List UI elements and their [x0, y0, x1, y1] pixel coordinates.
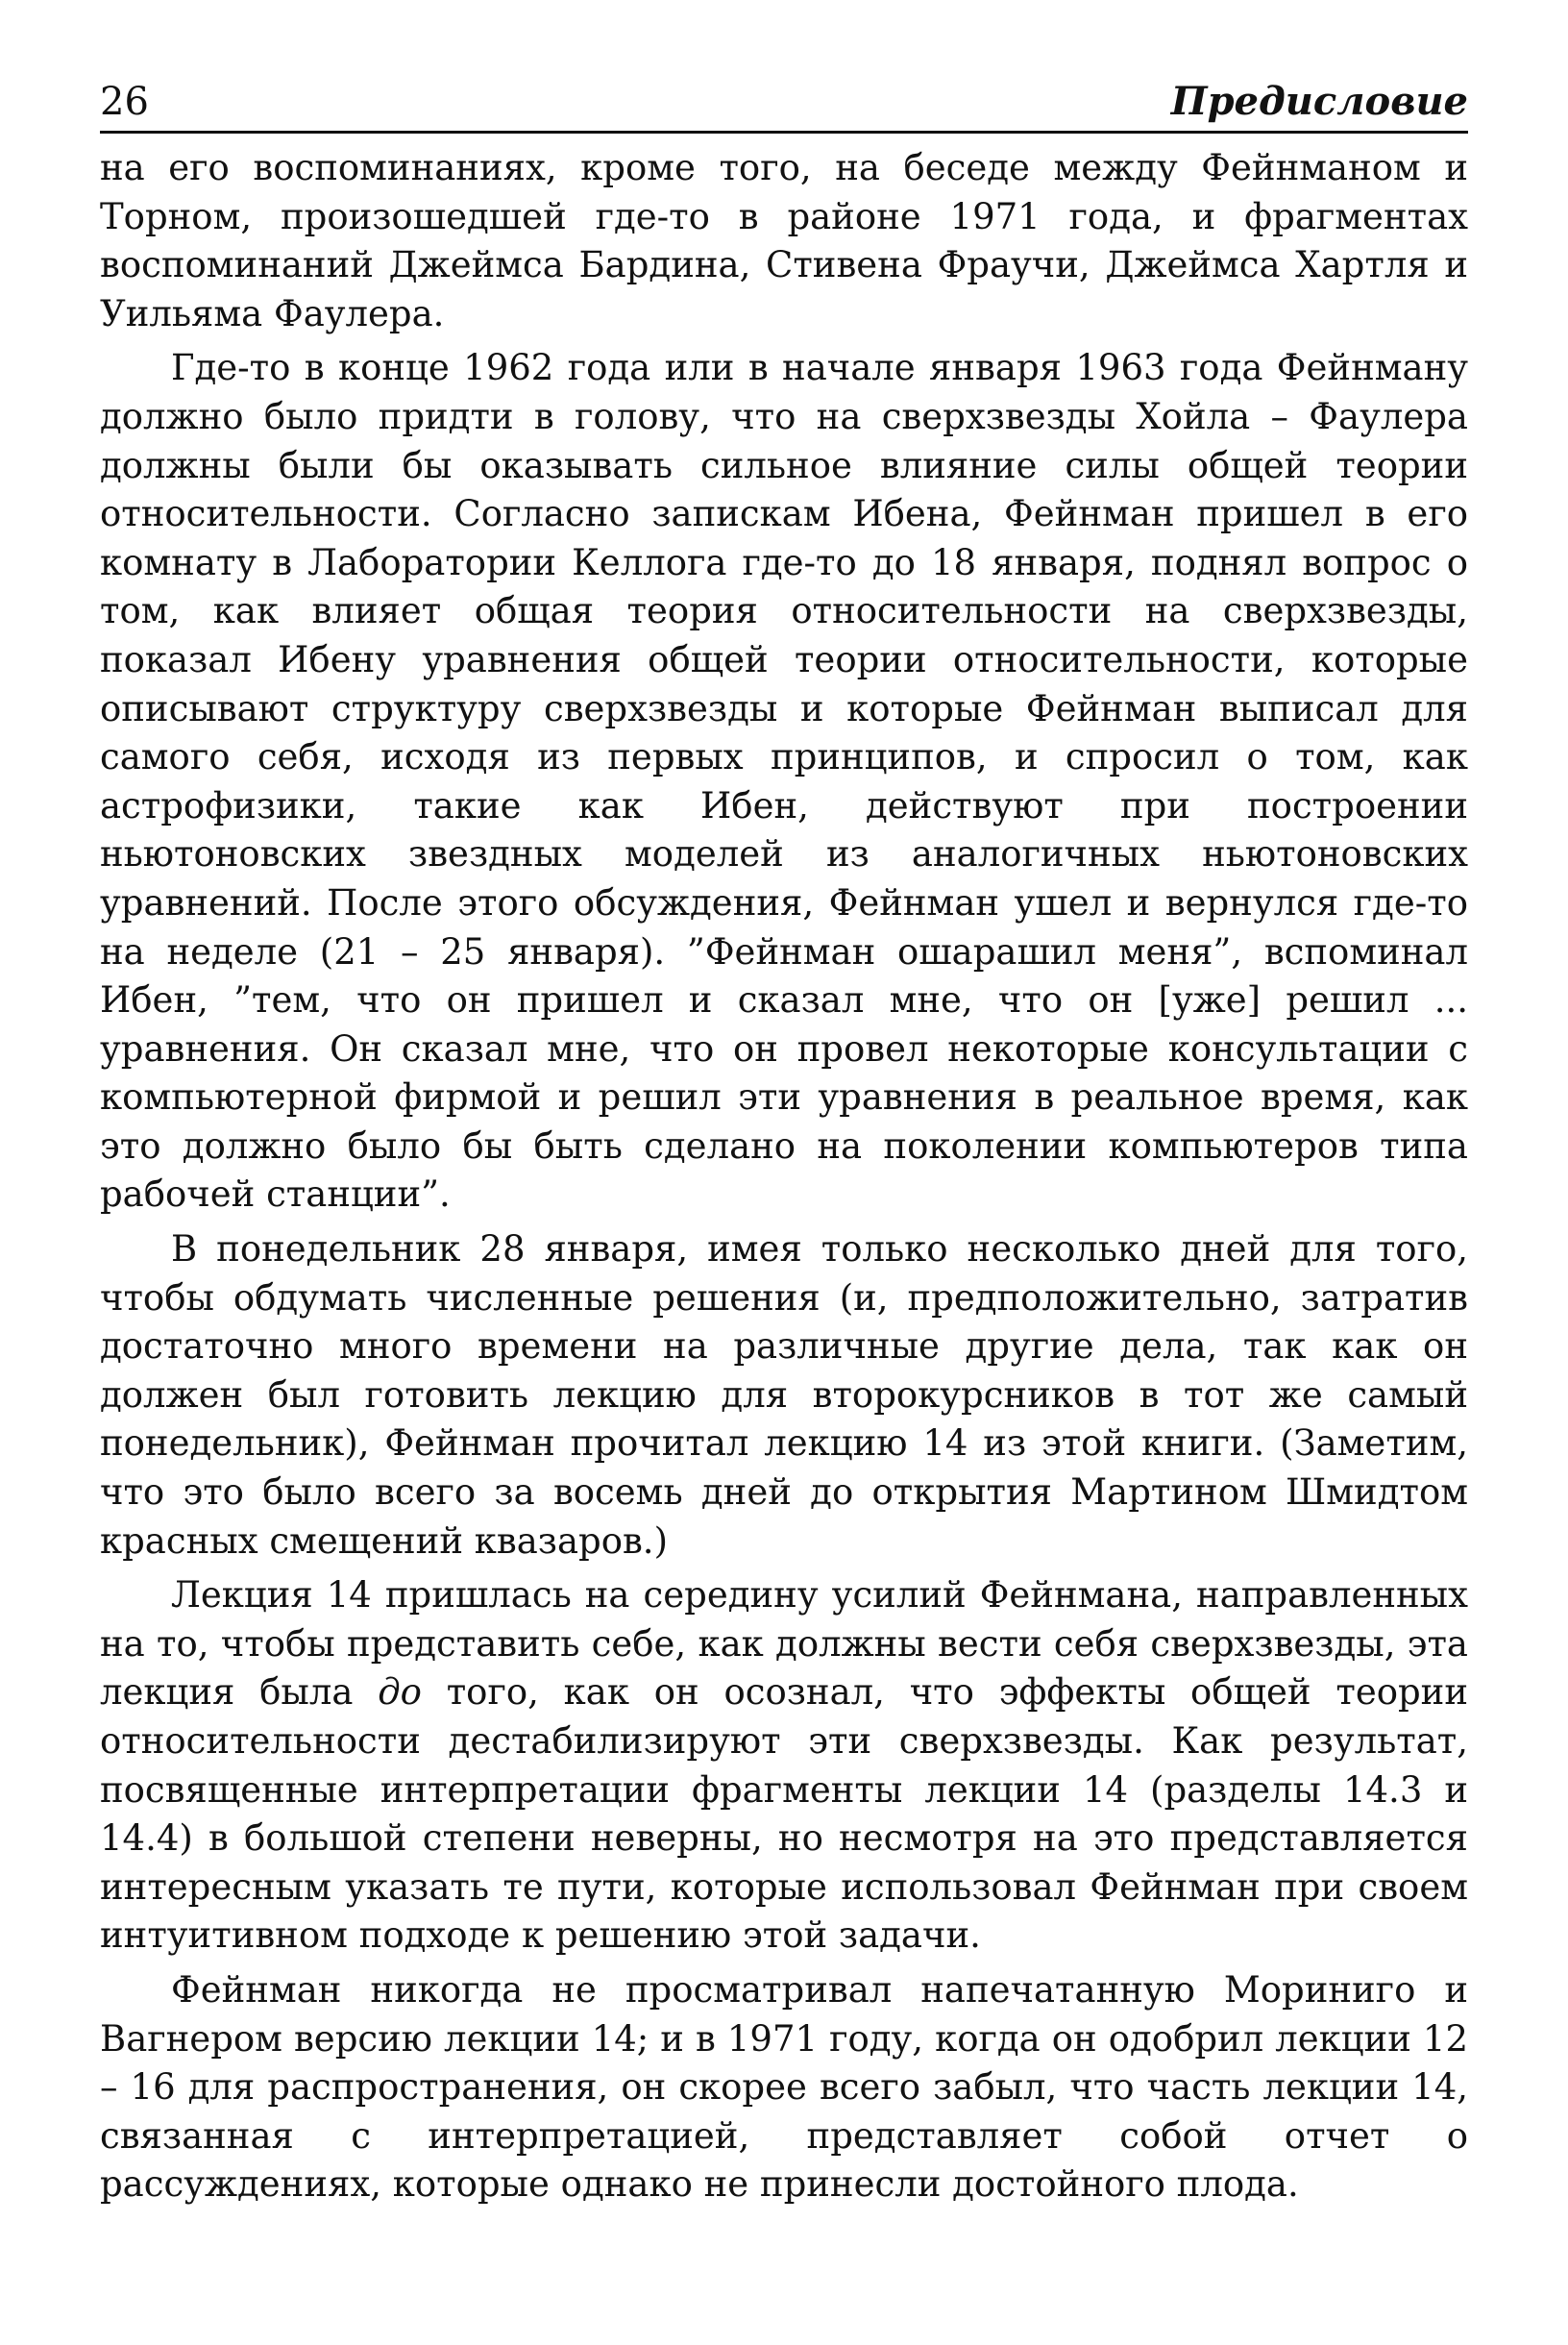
page-number: 26	[100, 80, 149, 124]
paragraph-lecture-date: В понедельник 28 января, имея только несколько дней для того, чтобы обдумать численные решения (и, предположительно, затратив достаточно много времени на различные другие дела, так как он должен был готовить лекцию для второкурсников в тот же самый понедельник), Фейнман прочитал лекцию 14 из этой книги. (Заметим, что это было всего за восемь дней до открытия Мартином Шмидтом красных смещений квазаров.)	[100, 1228, 1468, 1562]
paragraph-iben-recollection: Где-то в конце 1962 года или в начале января 1963 года Фейнману должно было придти в голову, что на сверхзвезды Хойла – Фаулера должны были бы оказывать сильное влияние силы общей теории относительности. Согласно запискам Ибена, Фейнман пришел в его комнату в Лаборатории Келлога где-то до 18 января, поднял вопрос о том, как влияет общая теория относительности на сверхзвезды, показал Ибену уравнения общей теории относительности, которые описывают структуру сверхзвезды и которые Фейнман выписал для самого себя, исходя из первых принципов, и спросил о том, как астрофизики, такие как Ибен, действуют при построении ньютоновских звездных моделей из аналогичных ньютоновских уравнений. После этого обсуждения, Фейнман ушел и вернулся где-то на неделе (21 – 25 января). ”Фейнман ошарашил меня”, вспоминал Ибен, ”тем, что он пришел и сказал мне, что он [уже] решил ... уравнения. Он сказал мне, что он провел некоторые консультации с компьютерной фирмой и решил эти уравнения в реальное время, как это должно было бы быть сделано на поколении компьютеров типа рабочей станции”.	[100, 347, 1468, 1216]
emphasis-do: до	[378, 1671, 422, 1714]
paragraph-continuation: на его воспоминаниях, кроме того, на беседе между Фейнманом и Торном, произошедшей где-то в районе 1971 года, и фрагментах воспоминаний Джеймса Бардина, Стивена Фраучи, Джеймса Хартля и Уильяма Фаулера.	[100, 147, 1468, 334]
paragraph-lecture-14-text-end: того, как он осознал, что эффекты общей теории относительности дестабилизируют эти сверхзвезды. Как результат, посвященные интерпретации фрагменты лекции 14 (разделы 14.3 и 14.4) в большой степени неверны, но несмотря на это представляется интересным указать те пути, которые использовал Фейнман при своем интуитивном подходе к решению этой задачи.	[100, 1671, 1468, 1957]
paragraph-lecture-14	[100, 1571, 1468, 1961]
paragraph-never-reviewed: Фейнман никогда не просматривал напечатанную Мориниго и Вагнером версию лекции 14; и в 1971 году, когда он одобрил лекции 12 – 16 для распространения, он скорее всего забыл, что часть лекции 14, связанная с интерпретацией, представляет собой отчет о рассуждениях, которые однако не принесли достойного плода.	[100, 1968, 1468, 2206]
running-section-title: Предисловие	[1170, 79, 1468, 124]
paragraph-lecture-14-text-start: Лекция 14 пришлась на середину усилий Фейнмана, направленных на то, чтобы представить себе, как должны вести себя сверхзвезды, эта лекция была	[100, 1574, 1468, 1714]
body-text	[100, 144, 1468, 2215]
page-header	[100, 77, 1468, 134]
